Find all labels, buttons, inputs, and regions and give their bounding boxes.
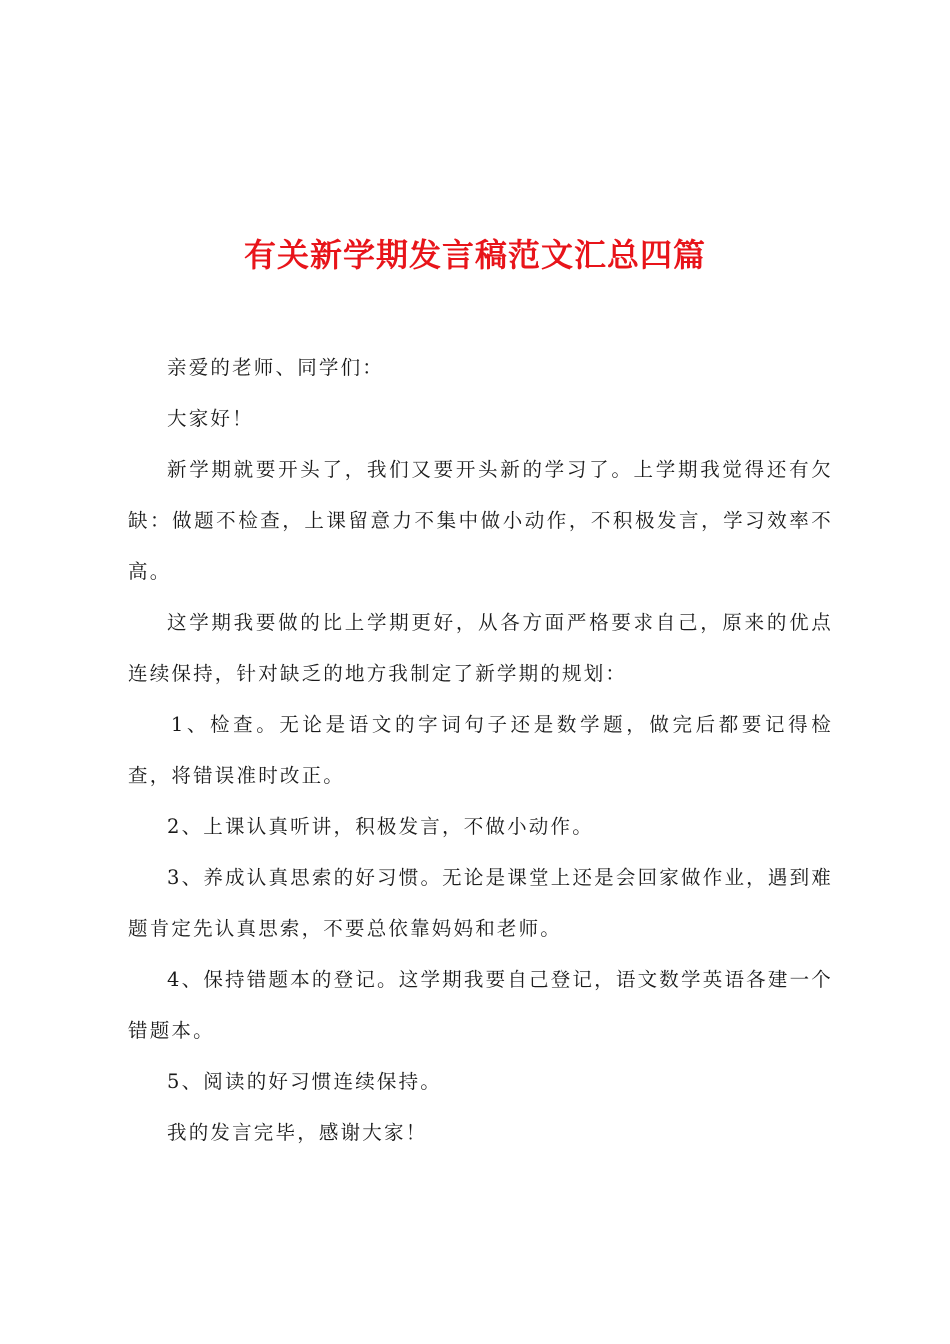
document-title: 有关新学期发言稿范文汇总四篇 bbox=[243, 236, 706, 275]
greeting: 大家好！ bbox=[167, 407, 254, 430]
paragraph-plan-intro: 这学期我要做的比上学期更好，从各方面严格要求自己，原来的优点连续保持，针对缺乏的地方我制定了新学期的规划： bbox=[128, 611, 833, 685]
plan-item-1: 1、检查。无论是语文的字词句子还是数学题，做完后都要记得检查，将错误准时改正。 bbox=[128, 713, 833, 787]
plan-item-5: 5、阅读的好习惯连续保持。 bbox=[167, 1070, 443, 1093]
plan-item-4: 4、保持错题本的登记。这学期我要自己登记，语文数学英语各建一个错题本。 bbox=[128, 968, 833, 1042]
paragraph-review: 新学期就要开头了，我们又要开头新的学习了。上学期我觉得还有欠缺：做题不检查，上课留意力不集中做小动作，不积极发言，学习效率不高。 bbox=[128, 458, 833, 583]
plan-item-2: 2、上课认真听讲，积极发言，不做小动作。 bbox=[167, 815, 594, 838]
plan-item-3: 3、养成认真思索的好习惯。无论是课堂上还是会回家做作业，遇到难题肯定先认真思索，不要总依靠妈妈和老师。 bbox=[128, 866, 833, 940]
document-body bbox=[128, 342, 833, 1158]
salutation: 亲爱的老师、同学们： bbox=[167, 356, 385, 379]
closing: 我的发言完毕，感谢大家！ bbox=[167, 1121, 428, 1144]
